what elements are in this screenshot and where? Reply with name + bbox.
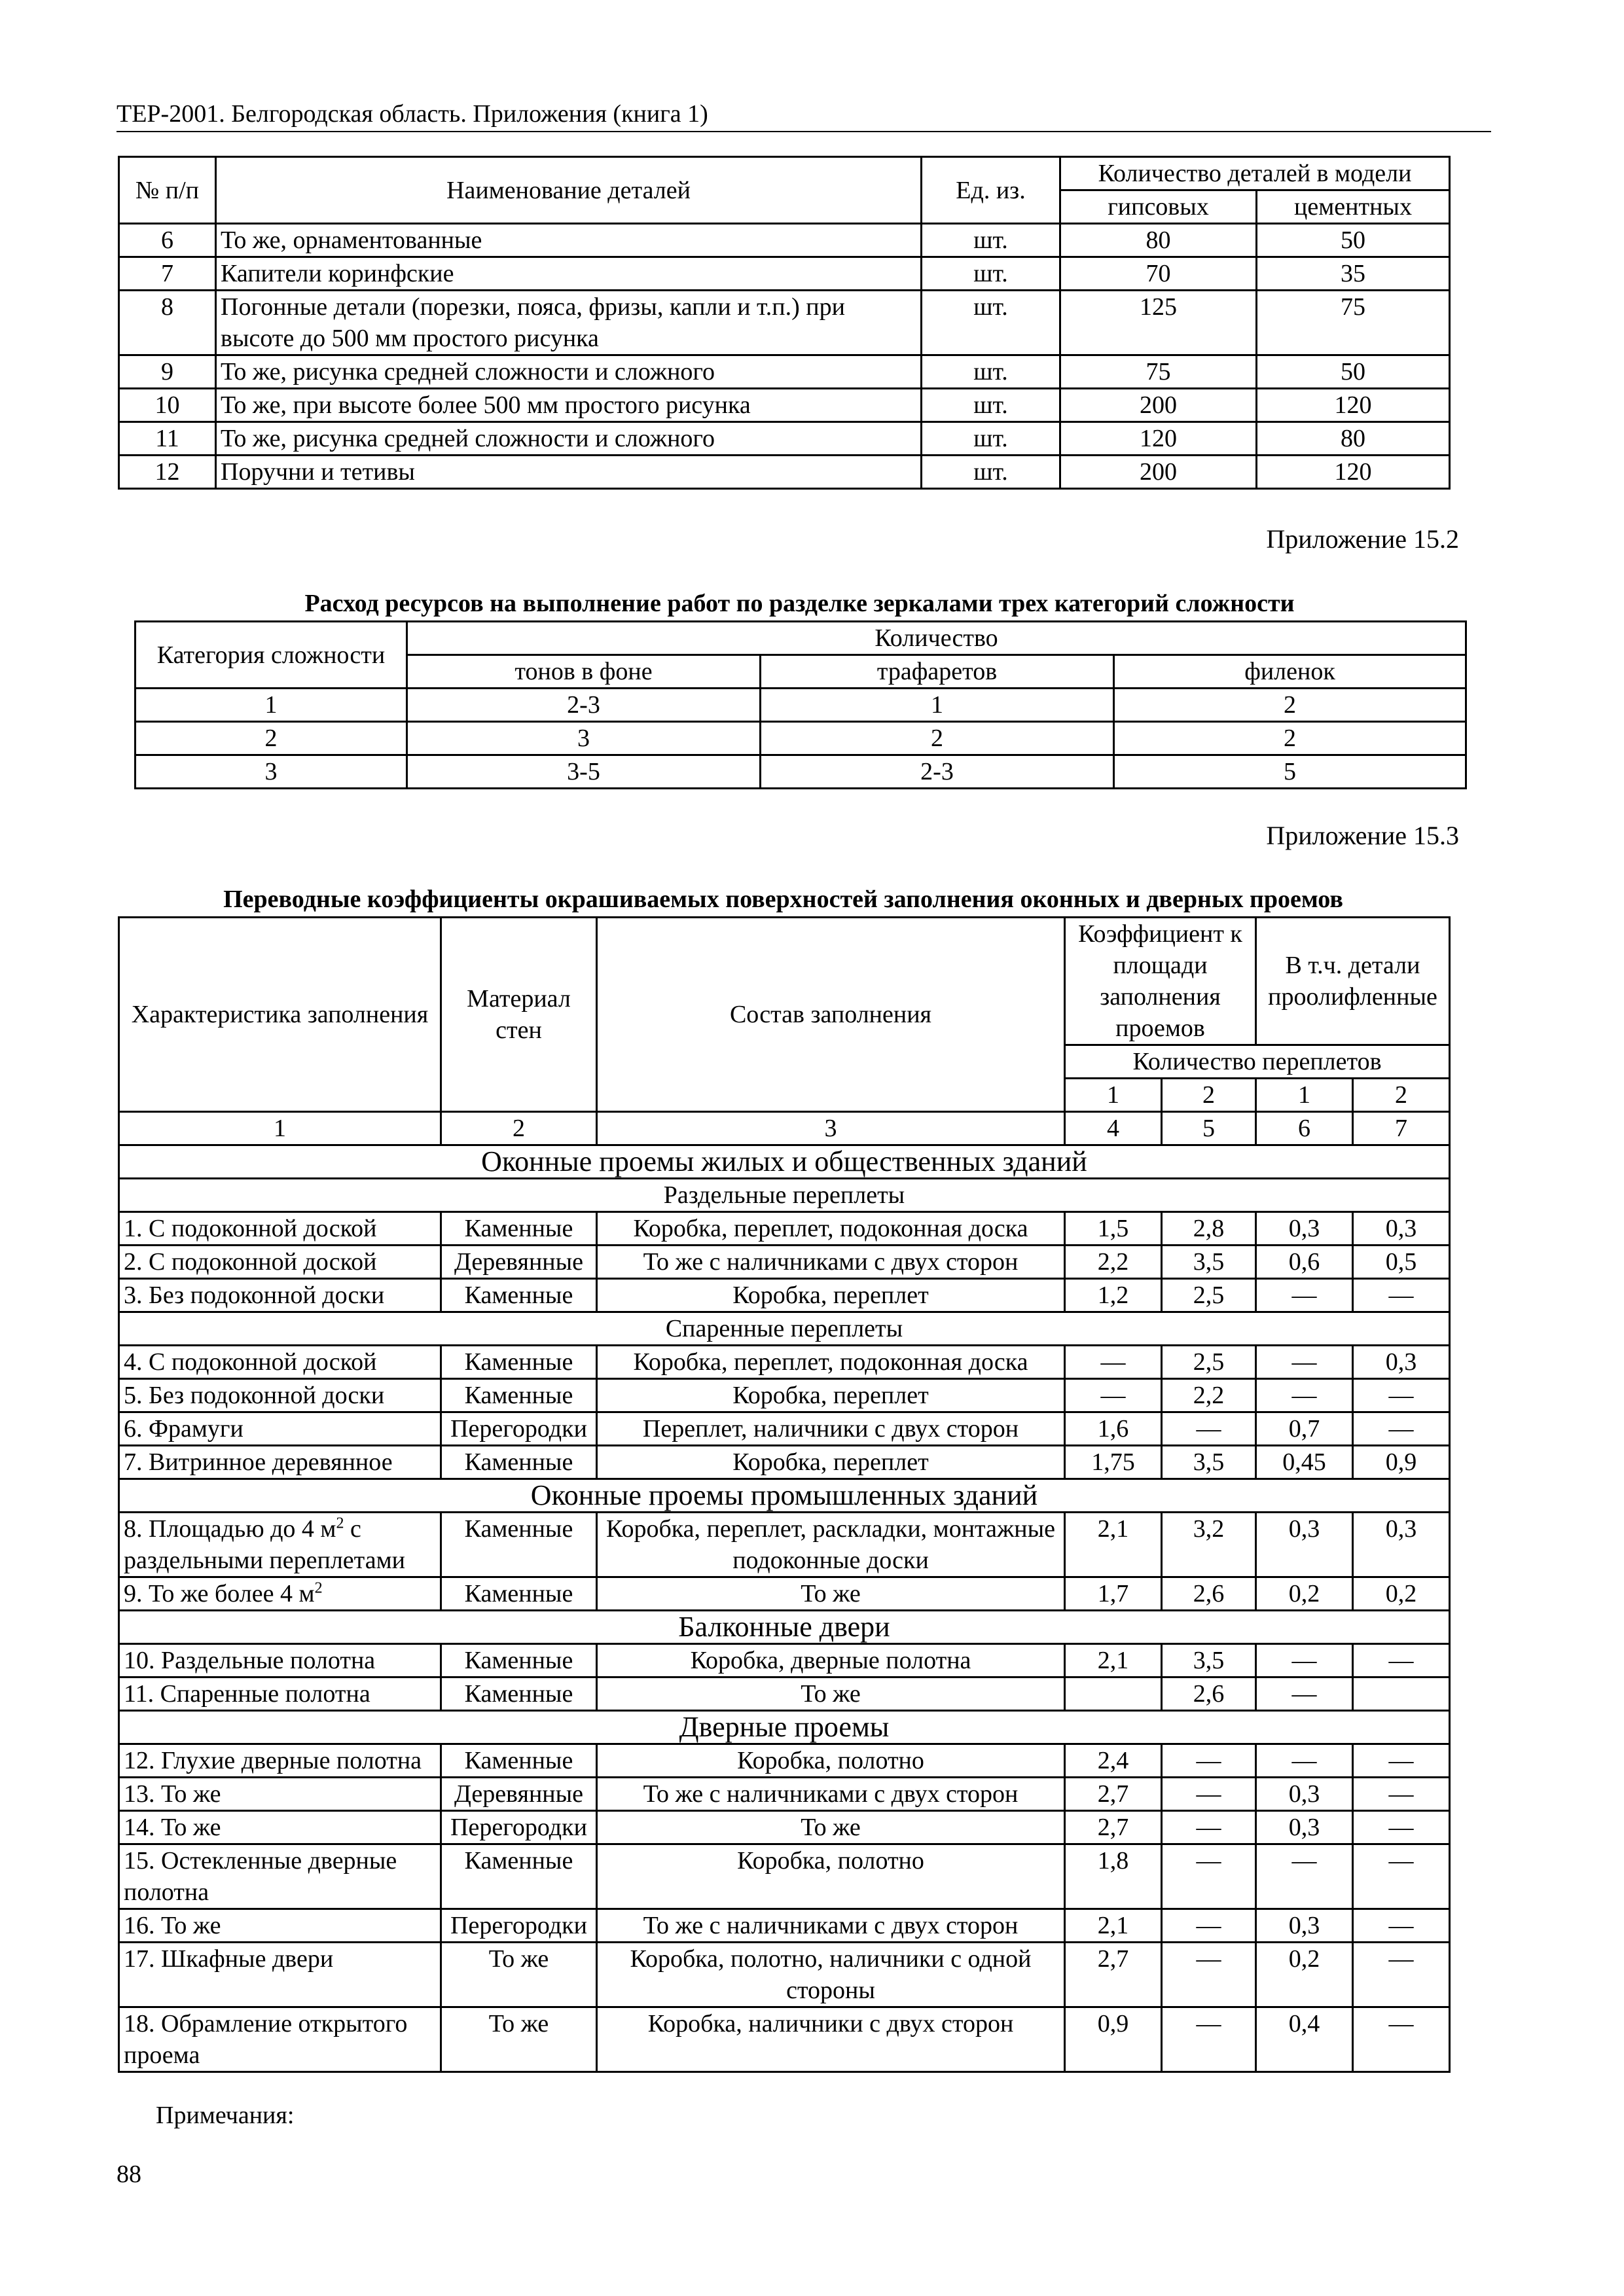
cement-count: 50 xyxy=(1257,224,1450,257)
header-wall-material: Материал стен xyxy=(441,918,597,1112)
header-cement: цементных xyxy=(1257,190,1450,224)
header-rule xyxy=(117,131,1491,132)
row-number: 8 xyxy=(119,291,216,355)
row-number: 10 xyxy=(119,389,216,422)
coef-2-frames: 3,5 xyxy=(1162,1644,1256,1677)
header-tones: тонов в фоне xyxy=(407,655,761,689)
oiled-2-frames: 0,3 xyxy=(1353,1513,1450,1577)
section-title: Дверные проемы xyxy=(119,1711,1450,1744)
fill-composition: Коробка, дверные полотна xyxy=(597,1644,1065,1677)
unit: шт. xyxy=(922,291,1060,355)
header-unit: Ед. из. xyxy=(922,157,1060,224)
header-quantity: Количество xyxy=(407,622,1466,655)
wall-material: Перегородки xyxy=(441,1909,597,1943)
detail-name: Капители коринфские xyxy=(216,257,922,291)
category: 2 xyxy=(135,722,407,755)
section-title: Оконные проемы жилых и общественных зданий xyxy=(119,1145,1450,1179)
header-frames-2: 2 xyxy=(1162,1079,1256,1112)
header-coefficient: Коэффициент к площади заполнения проемов xyxy=(1065,918,1256,1045)
row-number: 7 xyxy=(119,257,216,291)
characteristic-text: 16. То же xyxy=(124,1912,221,1939)
fill-characteristic xyxy=(119,1778,441,1811)
coef-1-frame: 1,75 xyxy=(1065,1446,1162,1479)
detail-name: То же, орнаментованные xyxy=(216,224,922,257)
subsection-row xyxy=(119,1312,1450,1346)
table-row xyxy=(119,1811,1450,1844)
gypsum-count: 80 xyxy=(1060,224,1257,257)
fill-composition: Коробка, полотно xyxy=(597,1744,1065,1778)
detail-name: Поручни и тетивы xyxy=(216,456,922,489)
coef-1-frame: 0,9 xyxy=(1065,2007,1162,2072)
gypsum-count: 200 xyxy=(1060,389,1257,422)
characteristic-text: 15. Остекленные дверные полотна xyxy=(124,1847,397,1906)
oiled-2-frames: — xyxy=(1353,1844,1450,1909)
coef-2-frames: 3,5 xyxy=(1162,1246,1256,1279)
oiled-1-frame: 0,3 xyxy=(1256,1778,1353,1811)
section-row xyxy=(119,1611,1450,1644)
fill-characteristic xyxy=(119,1644,441,1677)
col-number-1: 1 xyxy=(119,1112,441,1145)
fill-characteristic xyxy=(119,1677,441,1711)
section-title: Балконные двери xyxy=(119,1611,1450,1644)
fill-composition: Коробка, переплет, подоконная доска xyxy=(597,1212,1065,1246)
col-number-2: 2 xyxy=(441,1112,597,1145)
coef-1-frame: 2,7 xyxy=(1065,1943,1162,2007)
fill-composition: То же xyxy=(597,1677,1065,1711)
running-header: ТЕР-2001. Белгородская область. Приложения (книга 1) xyxy=(117,100,708,128)
cement-count: 35 xyxy=(1257,257,1450,291)
table-row xyxy=(119,1246,1450,1279)
table-row xyxy=(119,1744,1450,1778)
wall-material: Каменные xyxy=(441,1577,597,1611)
cement-count: 50 xyxy=(1257,355,1450,389)
fill-characteristic xyxy=(119,1212,441,1246)
oiled-2-frames: — xyxy=(1353,1644,1450,1677)
stencils-count: 2-3 xyxy=(761,755,1114,789)
wall-material: Каменные xyxy=(441,1744,597,1778)
row-number: 6 xyxy=(119,224,216,257)
oiled-2-frames: — xyxy=(1353,1379,1450,1412)
table-row xyxy=(119,1212,1450,1246)
unit: шт. xyxy=(922,355,1060,389)
table-row xyxy=(119,291,1450,355)
header-gypsum: гипсовых xyxy=(1060,190,1257,224)
coefficients-table xyxy=(118,916,1451,2073)
header-num: № п/п xyxy=(119,157,216,224)
col-number-6: 6 xyxy=(1256,1112,1353,1145)
fill-composition: Коробка, переплет xyxy=(597,1279,1065,1312)
wall-material: Каменные xyxy=(441,1379,597,1412)
oiled-2-frames: 0,3 xyxy=(1353,1212,1450,1246)
gypsum-count: 120 xyxy=(1060,422,1257,456)
coef-1-frame: 1,2 xyxy=(1065,1279,1162,1312)
table-row xyxy=(119,456,1450,489)
coef-2-frames: 2,5 xyxy=(1162,1346,1256,1379)
characteristic-text: 2. С подоконной доской xyxy=(124,1248,377,1276)
coef-1-frame: — xyxy=(1065,1379,1162,1412)
gypsum-count: 70 xyxy=(1060,257,1257,291)
coef-2-frames: 2,5 xyxy=(1162,1279,1256,1312)
fill-characteristic xyxy=(119,1246,441,1279)
table-row xyxy=(119,389,1450,422)
wall-material: Перегородки xyxy=(441,1412,597,1446)
table-row xyxy=(119,1844,1450,1909)
fill-composition: Переплет, наличники с двух сторон xyxy=(597,1412,1065,1446)
oiled-2-frames: — xyxy=(1353,1811,1450,1844)
row-number: 12 xyxy=(119,456,216,489)
header-category: Категория сложности xyxy=(135,622,407,689)
oiled-1-frame: 0,45 xyxy=(1256,1446,1353,1479)
wall-material: Каменные xyxy=(441,1644,597,1677)
categories-table-body xyxy=(135,689,1466,789)
oiled-2-frames: — xyxy=(1353,1412,1450,1446)
table-row xyxy=(119,422,1450,456)
row-number: 9 xyxy=(119,355,216,389)
table-row xyxy=(119,355,1450,389)
characteristic-text: 18. Обрамление открытого проема xyxy=(124,2010,408,2069)
tones-count: 3-5 xyxy=(407,755,761,789)
fill-composition: То же xyxy=(597,1811,1065,1844)
coef-1-frame: 2,1 xyxy=(1065,1513,1162,1577)
characteristic-text: 3. Без подоконной доски xyxy=(124,1282,385,1309)
coef-2-frames: — xyxy=(1162,1811,1256,1844)
oiled-1-frame: 0,4 xyxy=(1256,2007,1353,2072)
coef-2-frames: — xyxy=(1162,1412,1256,1446)
oiled-2-frames: 0,3 xyxy=(1353,1346,1450,1379)
superscript: 2 xyxy=(314,1579,323,1597)
header-name: Наименование деталей xyxy=(216,157,922,224)
coef-1-frame: 1,5 xyxy=(1065,1212,1162,1246)
coef-1-frame: 2,7 xyxy=(1065,1778,1162,1811)
coef-2-frames: — xyxy=(1162,1844,1256,1909)
coef-1-frame: 2,4 xyxy=(1065,1744,1162,1778)
table-row xyxy=(135,722,1466,755)
header-panels: филенок xyxy=(1114,655,1466,689)
fill-characteristic xyxy=(119,1412,441,1446)
coef-1-frame: 1,8 xyxy=(1065,1844,1162,1909)
panels-count: 5 xyxy=(1114,755,1466,789)
oiled-1-frame: — xyxy=(1256,1844,1353,1909)
notes-label: Примечания: xyxy=(156,2102,295,2129)
oiled-1-frame: 0,7 xyxy=(1256,1412,1353,1446)
header-frames-2b: 2 xyxy=(1353,1079,1450,1112)
oiled-1-frame: 0,6 xyxy=(1256,1246,1353,1279)
oiled-1-frame: 0,2 xyxy=(1256,1943,1353,2007)
gypsum-count: 200 xyxy=(1060,456,1257,489)
characteristic-text: 10. Раздельные полотна xyxy=(124,1647,376,1674)
coef-2-frames: 2,6 xyxy=(1162,1677,1256,1711)
detail-name: То же, при высоте более 500 мм простого рисунка xyxy=(216,389,922,422)
fill-composition: Коробка, переплет, раскладки, монтажные подоконные доски xyxy=(597,1513,1065,1577)
oiled-2-frames: — xyxy=(1353,2007,1450,2072)
wall-material: То же xyxy=(441,1943,597,2007)
table-row xyxy=(119,1577,1450,1611)
table-row xyxy=(119,1379,1450,1412)
page-number: 88 xyxy=(117,2161,141,2188)
oiled-1-frame: — xyxy=(1256,1644,1353,1677)
col-number-7: 7 xyxy=(1353,1112,1450,1145)
oiled-2-frames xyxy=(1353,1677,1450,1711)
coefficients-table-body xyxy=(119,1145,1450,2072)
characteristic-text: 7. Витринное деревянное xyxy=(124,1448,393,1476)
wall-material: То же xyxy=(441,2007,597,2072)
table-row xyxy=(119,1909,1450,1943)
characteristic-text: 17. Шкафные двери xyxy=(124,1945,334,1973)
table-row xyxy=(119,224,1450,257)
fill-characteristic xyxy=(119,2007,441,2072)
fill-composition: Коробка, полотно, наличники с одной стороны xyxy=(597,1943,1065,2007)
gypsum-count: 75 xyxy=(1060,355,1257,389)
fill-composition: Коробка, переплет xyxy=(597,1379,1065,1412)
unit: шт. xyxy=(922,456,1060,489)
characteristic-text: 1. С подоконной доской xyxy=(124,1215,377,1242)
section-row xyxy=(119,1711,1450,1744)
characteristic-text: 5. Без подоконной доски xyxy=(124,1382,385,1409)
appendix-15-3-title: Переводные коэффициенты окрашиваемых поверхностей заполнения оконных и дверных проемов xyxy=(223,886,1343,913)
fill-characteristic xyxy=(119,1279,441,1312)
header-characteristic: Характеристика заполнения xyxy=(119,918,441,1112)
detail-name: То же, рисунка средней сложности и сложного xyxy=(216,355,922,389)
fill-composition: То же с наличниками с двух сторон xyxy=(597,1246,1065,1279)
coef-1-frame: 2,1 xyxy=(1065,1909,1162,1943)
table-row xyxy=(119,1446,1450,1479)
col-number-3: 3 xyxy=(597,1112,1065,1145)
subsection-title: Спаренные переплеты xyxy=(119,1312,1450,1346)
coef-1-frame: 1,6 xyxy=(1065,1412,1162,1446)
fill-characteristic xyxy=(119,1744,441,1778)
fill-composition: То же xyxy=(597,1577,1065,1611)
detail-name: Погонные детали (порезки, пояса, фризы, капли и т.п.) при высоте до 500 мм простого рисунка xyxy=(216,291,922,355)
fill-composition: Коробка, переплет xyxy=(597,1446,1065,1479)
oiled-2-frames: — xyxy=(1353,1279,1450,1312)
table-row xyxy=(119,1644,1450,1677)
table-row xyxy=(119,1279,1450,1312)
section-row xyxy=(119,1479,1450,1513)
unit: шт. xyxy=(922,422,1060,456)
panels-count: 2 xyxy=(1114,722,1466,755)
col-number-4: 4 xyxy=(1065,1112,1162,1145)
table-row xyxy=(119,1346,1450,1379)
oiled-1-frame: 0,3 xyxy=(1256,1212,1353,1246)
header-frames-1b: 1 xyxy=(1256,1079,1353,1112)
header-incl-details: В т.ч. детали проолифленные xyxy=(1256,918,1450,1045)
gypsum-count: 125 xyxy=(1060,291,1257,355)
characteristic-text: 9. То же более 4 м xyxy=(124,1580,315,1607)
fill-characteristic xyxy=(119,1909,441,1943)
coef-2-frames: 2,2 xyxy=(1162,1379,1256,1412)
coef-1-frame: 2,2 xyxy=(1065,1246,1162,1279)
wall-material: Каменные xyxy=(441,1844,597,1909)
oiled-1-frame: 0,3 xyxy=(1256,1513,1353,1577)
coef-2-frames: — xyxy=(1162,1778,1256,1811)
oiled-1-frame: 0,3 xyxy=(1256,1909,1353,1943)
characteristic-text-tail: с раздельными переплетами xyxy=(124,1515,405,1574)
table-row xyxy=(119,2007,1450,2072)
header-frames-1: 1 xyxy=(1065,1079,1162,1112)
oiled-1-frame: 0,3 xyxy=(1256,1811,1353,1844)
fill-composition: Коробка, полотно xyxy=(597,1844,1065,1909)
unit: шт. xyxy=(922,389,1060,422)
tones-count: 2-3 xyxy=(407,689,761,722)
coef-1-frame: — xyxy=(1065,1346,1162,1379)
characteristic-text: 14. То же xyxy=(124,1814,221,1841)
detail-name: То же, рисунка средней сложности и сложного xyxy=(216,422,922,456)
oiled-2-frames: — xyxy=(1353,1778,1450,1811)
coef-2-frames: — xyxy=(1162,1744,1256,1778)
wall-material: Деревянные xyxy=(441,1246,597,1279)
fill-composition: Коробка, переплет, подоконная доска xyxy=(597,1346,1065,1379)
table-row xyxy=(119,257,1450,291)
oiled-1-frame: — xyxy=(1256,1677,1353,1711)
fill-characteristic xyxy=(119,1446,441,1479)
header-qty-group: Количество деталей в модели xyxy=(1060,157,1450,190)
coef-2-frames: 3,2 xyxy=(1162,1513,1256,1577)
oiled-2-frames: 0,5 xyxy=(1353,1246,1450,1279)
unit: шт. xyxy=(922,257,1060,291)
fill-characteristic xyxy=(119,1346,441,1379)
header-frames-count: Количество переплетов xyxy=(1065,1045,1450,1079)
wall-material: Каменные xyxy=(441,1446,597,1479)
fill-characteristic xyxy=(119,1943,441,2007)
coef-1-frame xyxy=(1065,1677,1162,1711)
oiled-1-frame: — xyxy=(1256,1379,1353,1412)
wall-material: Деревянные xyxy=(441,1778,597,1811)
fill-characteristic xyxy=(119,1811,441,1844)
unit: шт. xyxy=(922,224,1060,257)
table-row xyxy=(119,1677,1450,1711)
categories-table xyxy=(134,620,1467,789)
table-row xyxy=(119,1513,1450,1577)
stencils-count: 1 xyxy=(761,689,1114,722)
table-row xyxy=(135,689,1466,722)
coef-1-frame: 2,7 xyxy=(1065,1811,1162,1844)
coef-1-frame: 2,1 xyxy=(1065,1644,1162,1677)
wall-material: Каменные xyxy=(441,1279,597,1312)
table-row xyxy=(119,1943,1450,2007)
oiled-1-frame: — xyxy=(1256,1346,1353,1379)
fill-characteristic xyxy=(119,1844,441,1909)
header-stencils: трафаретов xyxy=(761,655,1114,689)
fill-composition: То же с наличниками с двух сторон xyxy=(597,1778,1065,1811)
oiled-2-frames: — xyxy=(1353,1909,1450,1943)
wall-material: Перегородки xyxy=(441,1811,597,1844)
fill-characteristic xyxy=(119,1577,441,1611)
coef-2-frames: 3,5 xyxy=(1162,1446,1256,1479)
oiled-2-frames: — xyxy=(1353,1744,1450,1778)
superscript: 2 xyxy=(336,1515,344,1532)
category: 3 xyxy=(135,755,407,789)
wall-material: Каменные xyxy=(441,1346,597,1379)
characteristic-text: 8. Площадью до 4 м xyxy=(124,1515,336,1543)
oiled-2-frames: 0,2 xyxy=(1353,1577,1450,1611)
wall-material: Каменные xyxy=(441,1677,597,1711)
details-table-body xyxy=(119,224,1450,489)
oiled-2-frames: — xyxy=(1353,1943,1450,2007)
characteristic-text: 11. Спаренные полотна xyxy=(124,1680,370,1708)
coef-2-frames: — xyxy=(1162,1943,1256,2007)
coef-2-frames: 2,6 xyxy=(1162,1577,1256,1611)
row-number: 11 xyxy=(119,422,216,456)
header-composition: Состав заполнения xyxy=(597,918,1065,1112)
coef-2-frames: — xyxy=(1162,2007,1256,2072)
panels-count: 2 xyxy=(1114,689,1466,722)
cement-count: 75 xyxy=(1257,291,1450,355)
fill-characteristic xyxy=(119,1513,441,1577)
table-row xyxy=(135,755,1466,789)
coef-1-frame: 1,7 xyxy=(1065,1577,1162,1611)
section-title: Оконные проемы промышленных зданий xyxy=(119,1479,1450,1513)
wall-material: Каменные xyxy=(441,1513,597,1577)
fill-characteristic xyxy=(119,1379,441,1412)
stencils-count: 2 xyxy=(761,722,1114,755)
fill-composition: То же с наличниками с двух сторон xyxy=(597,1909,1065,1943)
details-table xyxy=(118,156,1451,490)
appendix-15-2-title: Расход ресурсов на выполнение работ по разделке зеркалами трех категорий сложности xyxy=(304,590,1295,617)
oiled-1-frame: — xyxy=(1256,1744,1353,1778)
coef-2-frames: — xyxy=(1162,1909,1256,1943)
table-row xyxy=(119,1412,1450,1446)
tones-count: 3 xyxy=(407,722,761,755)
characteristic-text: 12. Глухие дверные полотна xyxy=(124,1747,422,1774)
col-number-5: 5 xyxy=(1162,1112,1256,1145)
fill-composition: Коробка, наличники с двух сторон xyxy=(597,2007,1065,2072)
category: 1 xyxy=(135,689,407,722)
coef-2-frames: 2,8 xyxy=(1162,1212,1256,1246)
characteristic-text: 6. Фрамуги xyxy=(124,1415,244,1443)
wall-material: Каменные xyxy=(441,1212,597,1246)
cement-count: 120 xyxy=(1257,456,1450,489)
characteristic-text: 13. То же xyxy=(124,1780,221,1808)
characteristic-text: 4. С подоконной доской xyxy=(124,1348,377,1376)
section-row xyxy=(119,1145,1450,1179)
oiled-2-frames: 0,9 xyxy=(1353,1446,1450,1479)
cement-count: 80 xyxy=(1257,422,1450,456)
subsection-title: Раздельные переплеты xyxy=(119,1179,1450,1212)
oiled-1-frame: — xyxy=(1256,1279,1353,1312)
table-row xyxy=(119,1778,1450,1811)
appendix-label-15-2: Приложение 15.2 xyxy=(1266,524,1459,554)
oiled-1-frame: 0,2 xyxy=(1256,1577,1353,1611)
cement-count: 120 xyxy=(1257,389,1450,422)
subsection-row xyxy=(119,1179,1450,1212)
appendix-label-15-3: Приложение 15.3 xyxy=(1266,821,1459,850)
